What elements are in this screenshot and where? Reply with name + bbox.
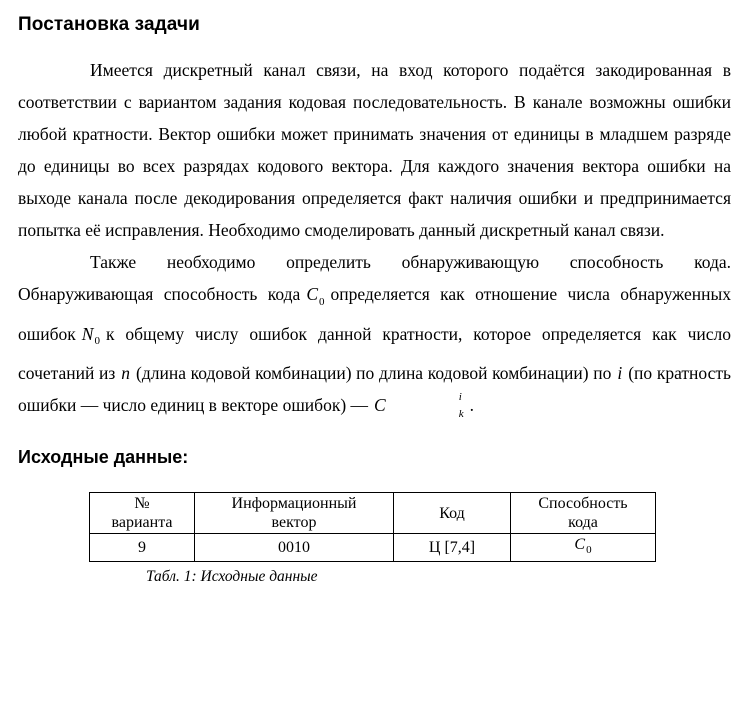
math-n-symbol: N: [81, 323, 94, 344]
para2-segment-5: (по кратность ошибки — число единиц в векторе ошибок) —: [18, 363, 731, 415]
cell-capability: [511, 534, 656, 562]
math-n-letter: n: [121, 363, 131, 383]
document-page: [0, 14, 745, 718]
para2-segment-6: .: [469, 395, 474, 415]
para2-segment-2: определяется как отношение числа обнаруженных ошибок: [18, 284, 731, 344]
table-header-variant: [90, 493, 195, 534]
cell-variant-number: 9: [90, 534, 195, 562]
math-c-sup-sub-group: [386, 390, 464, 420]
cell-code: Ц [7,4]: [394, 534, 511, 562]
input-data-table-wrapper: [0, 492, 745, 586]
table-header-vector-line1: Информационный: [231, 495, 357, 512]
table-header-row: [90, 493, 656, 534]
table-body: [90, 534, 656, 562]
paragraph-detection-capability: [18, 246, 731, 421]
para2-segment-1: Также необходимо определить обнаруживающую способность кода. Обнаруживающая способность кода: [18, 252, 731, 304]
table-header-capability-line1: Способность: [538, 495, 628, 512]
math-c-symbol: C: [306, 284, 318, 304]
math-c-subscript: 0: [319, 295, 325, 308]
table-header-code: Код: [394, 493, 511, 534]
table-caption: Табл. 1: Исходные данные: [146, 568, 318, 586]
section-title-input-data: Исходные данные:: [18, 447, 189, 467]
math-variable-n: [115, 363, 136, 383]
table-header-capability: [511, 493, 656, 534]
table-header-vector-line2: вектор: [271, 514, 317, 531]
math-i-letter: i: [617, 363, 623, 383]
para2-segment-3: к общему числу ошибок данной кратности, которое определяется как число сочетаний из: [18, 323, 731, 383]
math-c-subscript-table: 0: [586, 544, 592, 557]
math-variable-c0-table: [568, 536, 597, 557]
math-c-symbol-2: C: [374, 395, 386, 415]
cell-information-vector: 0010: [195, 534, 394, 562]
table-head: [90, 493, 656, 534]
table-header-variant-line1: №: [134, 495, 150, 512]
table-header-variant-line2: варианта: [111, 514, 173, 531]
math-c-subscript-2: k: [458, 407, 464, 420]
table-header-capability-line2: кода: [568, 514, 598, 531]
document-body: [18, 54, 731, 421]
table-header-vector: [195, 493, 394, 534]
table-row: [90, 534, 656, 562]
math-c-superscript: i: [458, 390, 462, 403]
math-c-symbol-table: C: [574, 536, 586, 553]
paragraph-problem-statement: Имеется дискретный канал связи, на вход которого подаётся закодированная в соответствии с вариантом задания кодовая последовательность. В канале возможны ошибки любой кратности. Вектор ошибки может принимать значения от единицы в младшем разряде до единицы во всех разрядах кодового вектора. Для каждого значения вектора ошибки на выходе канала после декодирования определяется факт наличия ошибки и предпринимается попытка её исправления. Необходимо смоделировать данный дискретный канал связи.: [18, 60, 731, 240]
math-variable-c-k-i: [368, 390, 470, 420]
math-n-subscript: 0: [94, 335, 100, 347]
input-data-table: [89, 492, 656, 562]
page-title: Постановка задачи: [18, 14, 200, 35]
math-variable-n0: [76, 323, 106, 347]
math-variable-i: [611, 363, 628, 383]
math-variable-c0-first: [300, 284, 330, 308]
para2-segment-4: (длина кодовой комбинации) по длина кодовой комбинации) по: [136, 363, 612, 383]
